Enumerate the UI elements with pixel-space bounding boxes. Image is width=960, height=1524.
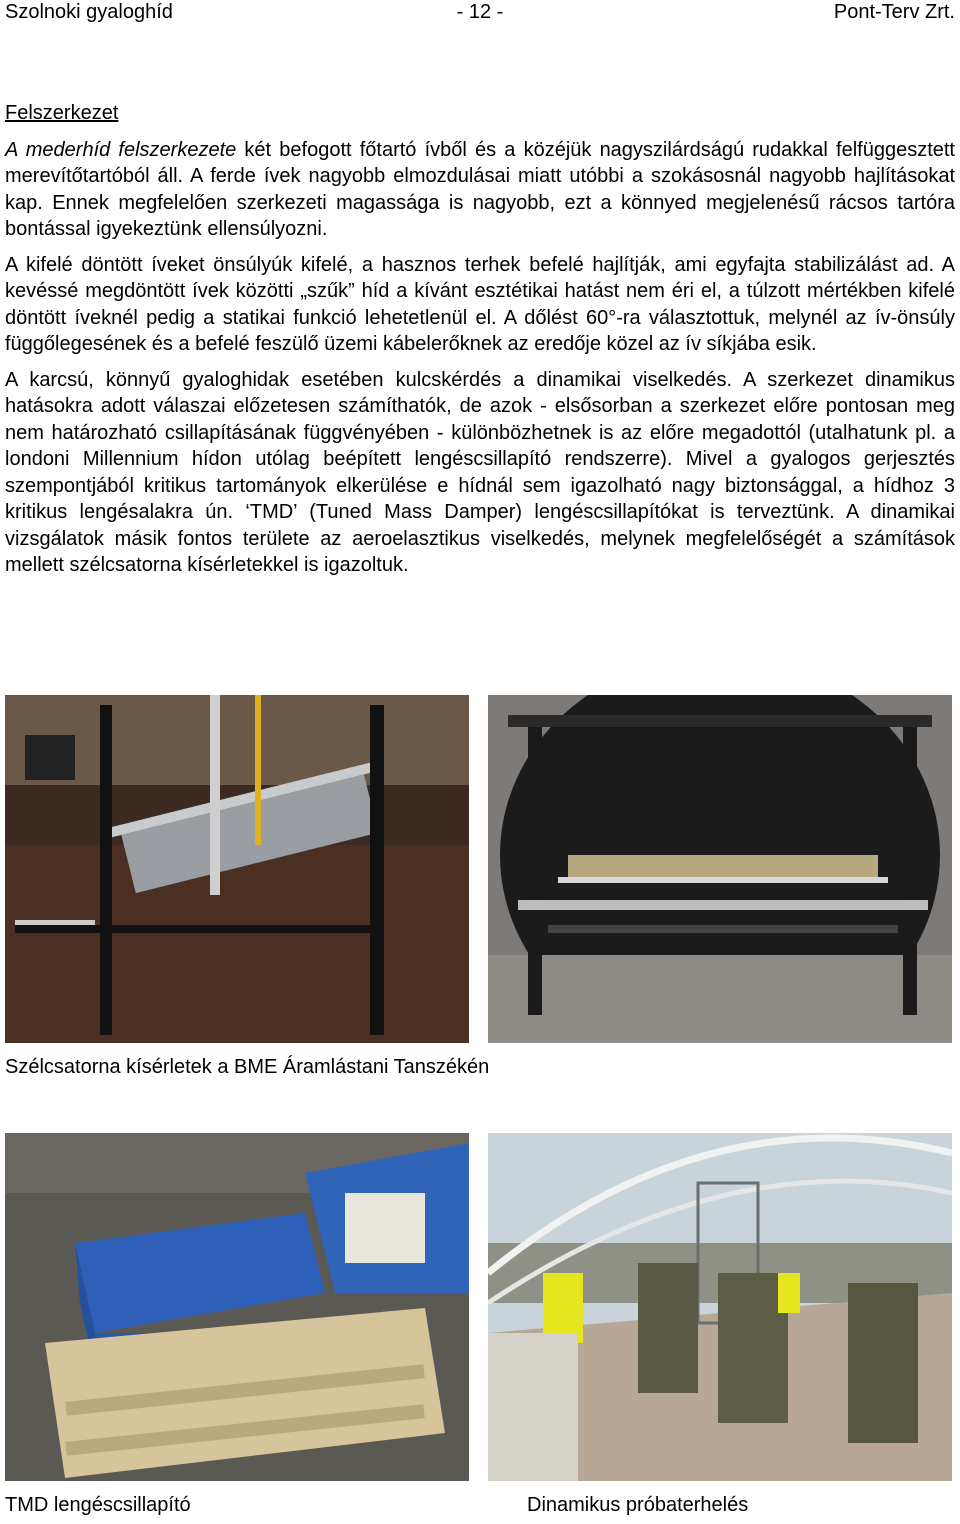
photo-wind-tunnel-section [488, 695, 952, 1043]
photo-wind-tunnel-model [5, 695, 469, 1043]
header-document-title: Szolnoki gyaloghíd [5, 1, 173, 23]
caption-dynamic-load-test: Dinamikus próbaterhelés [527, 1494, 749, 1516]
header-company: Pont-Terv Zrt. [833, 1, 955, 23]
section-title: Felszerkezet [5, 102, 119, 124]
header-page-number: - 12 - [456, 1, 504, 23]
paragraph-1-italic: A mederhíd felszerkezete [5, 138, 237, 161]
paragraph-1-text: két befogott főtartó ívből és a közéjük nagyszilárdságú rudakkal felfüggesztett merevítőtartóból áll. A ferde ívek nagyobb elmozdulásai miatt utóbbi a szokásosnál nagyobb hajlításokat kap. Ennek megfelelően szerkezeti magassága is nagyobb, ezt a könnyed megjelenésű rácsos tartóra bontással igyekeztünk ellensúlyozni. [5, 138, 955, 240]
page-header [5, 0, 955, 26]
paragraph-3: A karcsú, könnyű gyaloghidak esetében kulcskérdés a dinamikai viselkedés. A szerkezet dinamikus hatásokra adott válaszai előzetesen számíthatók, de azok - elsősorban a szerkezet előre pontosan meg nem határozható csillapításának függvényében - különbözhetnek is az előre megadottól (utalhatunk pl. a londoni Millennium hídon utólag beépített lengéscsillapító rendszerre). Mivel a gyalogos gerjesztés szempontjából kritikus tartományok elkerülése e hídnál sem igazolható nagy biztonsággal, a hídhoz 3 kritikus lengésalakra ún. ‘TMD’ (Tuned Mass Damper) lengéscsillapítókat is terveztünk. A dinamikai vizsgálatok másik fontos területe az aeroelasztikus viselkedés, melynek megfelelőségét a számítások mellett szélcsatorna kísérletekkel is igazoltuk. [5, 368, 955, 576]
paragraph-2: A kifelé döntött íveket önsúlyúk kifelé, a hasznos terhek befelé hajlítják, ami egyfajta stabilizálást ad. A kevéssé megdöntött ívek közötti „szűk” híd a kívánt esztétikai hatást nem éri el, a túlzott mértékben kifelé döntött íveknél pedig a statikai funkció lehetetlenül el. A dőlést 60°-ra választottuk, melynél az ív-önsúly függőlegesének és a befelé feszülő üzemi kábelerőknek az eredője közel az ív síkjába esik. [5, 253, 955, 355]
caption-tmd: TMD lengéscsillapító [5, 1494, 191, 1516]
section-body [5, 100, 955, 588]
photo-tmd-damper [5, 1133, 469, 1481]
paragraph-1 [5, 137, 955, 243]
caption-wind-tunnel: Szélcsatorna kísérletek a BME Áramlástani Tanszékén [5, 1056, 490, 1078]
photo-dynamic-load-test [488, 1133, 952, 1481]
